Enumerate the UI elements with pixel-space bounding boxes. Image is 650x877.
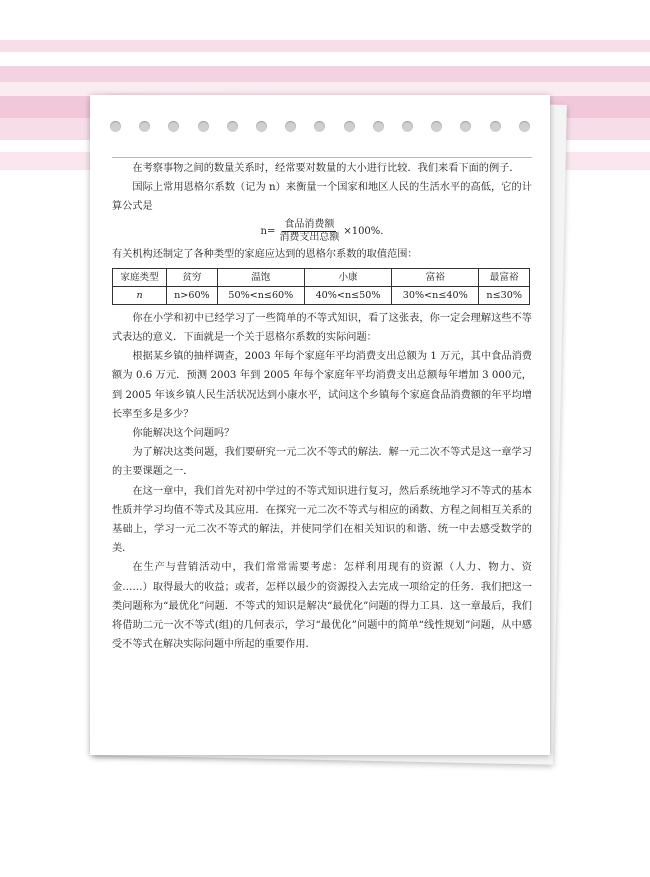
formula-denominator: 消费支出总额 bbox=[279, 232, 340, 244]
optimization-paragraph: 在生产与营销活动中，我们常常需要考虑：怎样利用现有的资源（人力、物力、资金……）取得最大的收益；或者，怎样以最少的资源投入去完成一项给定的任务．我们把这一类问题称为“最优化”问题．不等式的知识是解决“最优化”问题的得力工具．这一章最后，我们将借助二元一次不等式(组)的几何表示，学习“最优化”问题中的简单“线性规划”问题，从中感受不等式在解决实际问题中所起的重要作用． bbox=[112, 562, 532, 651]
page-body bbox=[112, 159, 532, 654]
table-row bbox=[113, 286, 530, 304]
binder-hole-icon bbox=[168, 121, 179, 132]
engel-table bbox=[112, 268, 530, 305]
binder-hole-icon bbox=[314, 121, 325, 132]
binder-hole-icon bbox=[490, 121, 501, 132]
table-header-cell: 家庭类型 bbox=[113, 268, 167, 286]
table-cell: 40%<n≤50% bbox=[304, 286, 391, 304]
table-cell: 30%<n≤40% bbox=[392, 286, 479, 304]
table-cell: 50%<n≤60% bbox=[217, 286, 304, 304]
table-cell: n bbox=[113, 286, 167, 304]
binder-hole-icon bbox=[139, 121, 150, 132]
notebook-page bbox=[90, 95, 550, 755]
header-rule bbox=[112, 157, 532, 158]
binder-hole-icon bbox=[431, 121, 442, 132]
formula-fraction bbox=[277, 219, 341, 244]
table-cell: n≤30% bbox=[479, 286, 530, 304]
binder-hole-icon bbox=[227, 121, 238, 132]
inequality-paragraph: 你在小学和初中已经学习了一些简单的不等式知识，看了这张表，你一定会理解这些不等式表达的意义．下面就是一个关于恩格尔系数的实际问题： bbox=[112, 312, 532, 344]
survey-problem-paragraph: 根据某乡镇的抽样调查，2003 年每个家庭年平均消费支出总额为 1 万元，其中食品消费额为 0.6 万元．预测 2003 年到 2005 年每个家庭年平均消费支出总额每年增加 3 000元，到 2005 年该乡镇人民生活状况达到小康水平，试问这个乡镇每个家庭食品消费额的年平均增长率至多是多少？ bbox=[112, 351, 532, 420]
intro-paragraph: 在考察事物之间的数量关系时，经常要对数量的大小进行比较．我们来看下面的例子． bbox=[132, 163, 520, 174]
binder-hole-icon bbox=[110, 121, 121, 132]
binder-hole-icon bbox=[256, 121, 267, 132]
table-header-cell: 贫穷 bbox=[167, 268, 218, 286]
table-header-cell: 温饱 bbox=[217, 268, 304, 286]
binder-hole-icon bbox=[373, 121, 384, 132]
binder-holes bbox=[110, 121, 530, 133]
method-paragraph: 为了解决这类问题，我们要研究一元二次不等式的解法．解一元二次不等式是这一章学习的主要课题之一． bbox=[112, 447, 532, 478]
binder-hole-icon bbox=[344, 121, 355, 132]
chapter-overview-paragraph: 在这一章中，我们首先对初中学过的不等式知识进行复习，然后系统地学习不等式的基本性质并学习均值不等式及其应用．在探究一元二次不等式与相应的函数、方程之间相互关系的基础上，学习一元二次不等式的解法，并使同学们在相关知识的和谐、统一中去感受数学的美． bbox=[112, 485, 532, 555]
table-header-row bbox=[113, 268, 530, 286]
binder-hole-icon bbox=[460, 121, 471, 132]
engel-formula bbox=[112, 219, 532, 245]
binder-hole-icon bbox=[198, 121, 209, 132]
table-intro-paragraph: 有关机构还制定了各种类型的家庭应达到的恩格尔系数的取值范围： bbox=[112, 248, 418, 260]
table-cell: n>60% bbox=[167, 286, 218, 304]
table-header-cell: 最富裕 bbox=[479, 268, 530, 286]
formula-numerator: 食品消费额 bbox=[284, 219, 335, 231]
table-header-cell: 富裕 bbox=[392, 268, 479, 286]
binder-hole-icon bbox=[285, 121, 296, 132]
binder-hole-icon bbox=[402, 121, 413, 132]
binder-hole-icon bbox=[519, 121, 530, 132]
table-header-cell: 小康 bbox=[304, 268, 391, 286]
formula-rhs: ×100%. bbox=[343, 226, 384, 237]
formula-lhs: n= bbox=[260, 226, 276, 237]
engel-definition-paragraph: 国际上常用恩格尔系数（记为 n）来衡量一个国家和地区人民的生活水平的高低，它的计算公式是 bbox=[112, 182, 532, 213]
question-paragraph: 你能解决这个问题吗？ bbox=[132, 428, 235, 440]
